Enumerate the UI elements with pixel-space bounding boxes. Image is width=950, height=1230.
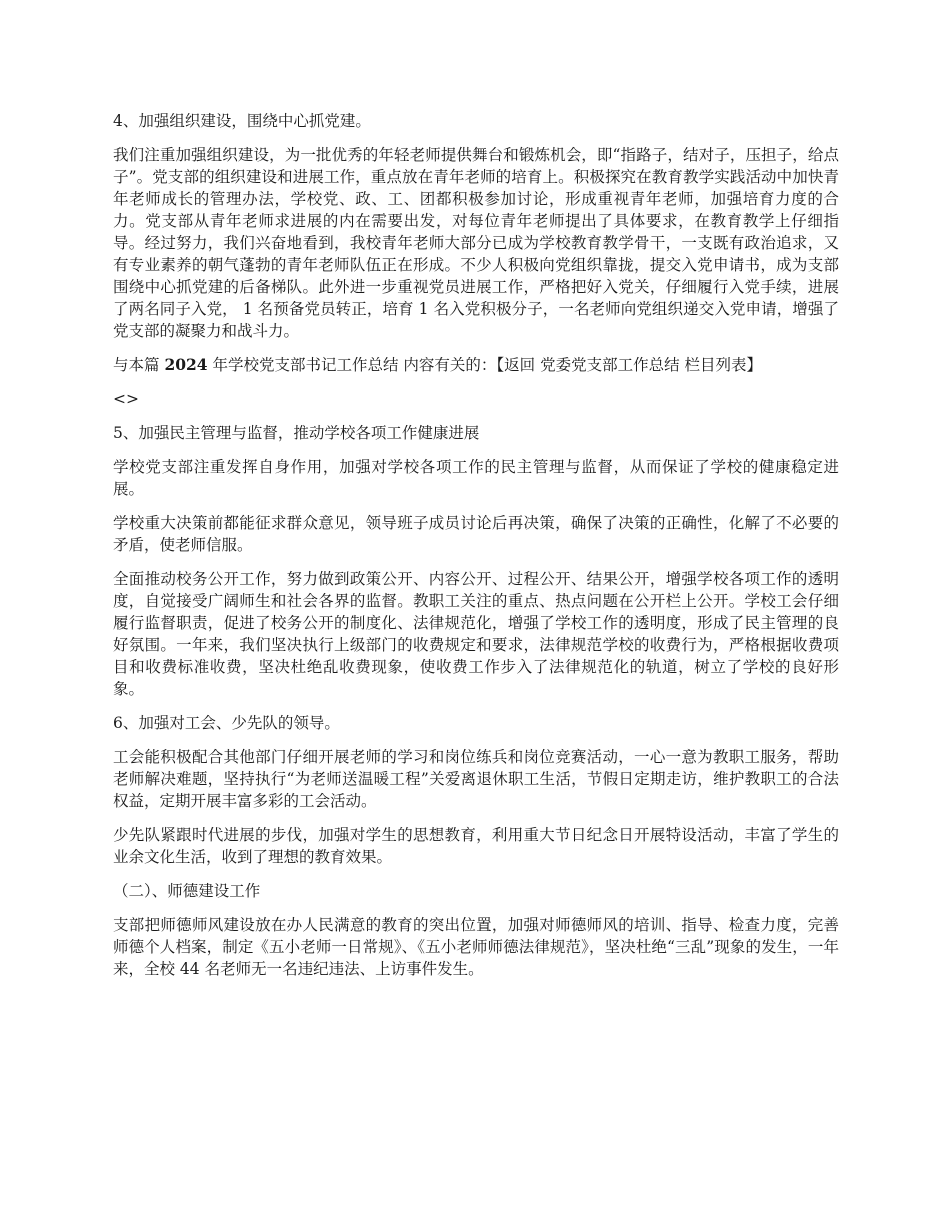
document-body — [113, 110, 839, 992]
paragraph-young-pioneers: 少先队紧跟时代进展的步伐，加强对学生的思想教育，利用重大节日纪念日开展特设活动，丰富了学生的业余文化生活，收到了理想的教育效果。 — [113, 826, 839, 866]
related-articles-line — [113, 354, 839, 376]
section-heading-teacher-ethics: （二）、师德建设工作 — [113, 882, 261, 900]
related-year: 2024 — [164, 355, 208, 374]
related-suffix: 年学校党支部书记工作总结 内容有关的：【返回 党委党支部工作总结 栏目列表】 — [207, 356, 763, 374]
paragraph-school-affairs-openness: 全面推动校务公开工作，努力做到政策公开、内容公开、过程公开、结果公开，增强学校各项工作的透明度，自觉接受广阔师生和社会各界的监督。教职工关注的重点、热点问题在公开栏上公开。学校工会仔细履行监督职责，促进了校务公开的制度化、法律规范化，增强了学校工作的透明度，形成了民主管理的良好氛围。一年来，我们坚决执行上级部门的收费规定和要求，法律规范学校的收费行为，严格根据收费项目和收费标准收费，坚决杜绝乱收费现象，使收费工作步入了法律规范化的轨道，树立了学校的良好形象。 — [113, 570, 839, 698]
paragraph-teacher-ethics: 支部把师德师风建设放在办人民满意的教育的突出位置，加强对师德师风的培训、指导、检查力度，完善师德个人档案，制定《五小老师一日常规》、《五小老师师德法律规范》，坚决杜绝“三乱”现象的发生，一年来，全校 44 名老师无一名违纪违法、上访事件发生。 — [113, 916, 839, 978]
related-prefix: 与本篇 — [113, 356, 165, 374]
section-heading-6: 6、加强对工会、少先队的领导。 — [113, 714, 340, 732]
section-heading-4: 4、加强组织建设，围绕中心抓党建。 — [113, 112, 371, 130]
paragraph-democratic-management: 学校党支部注重发挥自身作用，加强对学校各项工作的民主管理与监督，从而保证了学校的健康稳定进展。 — [113, 458, 839, 498]
placeholder-marker: <> — [113, 390, 139, 408]
paragraph-major-decisions: 学校重大决策前都能征求群众意见，领导班子成员讨论后再决策，确保了决策的正确性，化解了不必要的矛盾，使老师信服。 — [113, 514, 839, 554]
section-heading-5: 5、加强民主管理与监督，推动学校各项工作健康进展 — [113, 424, 480, 442]
paragraph-trade-union: 工会能积极配合其他部门仔细开展老师的学习和岗位练兵和岗位竞赛活动，一心一意为教职工服务，帮助老师解决难题，坚持执行“为老师送温暖工程”关爱离退休职工生活，节假日定期走访，维护教职工的合法权益，定期开展丰富多彩的工会活动。 — [113, 748, 839, 810]
paragraph-organization-building: 我们注重加强组织建设，为一批优秀的年轻老师提供舞台和锻炼机会，即“指路子，结对子，压担子，给点子”。党支部的组织建设和进展工作，重点放在青年老师的培育上。积极探究在教育教学实践活动中加快青年老师成长的管理办法，学校党、政、工、团都积极参加讨论，形成重视青年老师，加强培育力度的合力。党支部从青年老师求进展的内在需要出发，对每位青年老师提出了具体要求，在教育教学上仔细指导。经过努力，我们兴奋地看到，我校青年老师大部分已成为学校教育教学骨干，一支既有政治追求，又有专业素养的朝气蓬勃的青年老师队伍正在形成。不少人积极向党组织靠拢，提交入党申请书，成为支部围绕中心抓党建的后备梯队。此外进一步重视党员进展工作，严格把好入党关，仔细履行入党手续，进展了两名同子入党， 1 名预备党员转正，培育 1 名入党积极分子，一名老师向党组织递交入党申请，增强了党支部的凝聚力和战斗力。 — [113, 146, 839, 340]
